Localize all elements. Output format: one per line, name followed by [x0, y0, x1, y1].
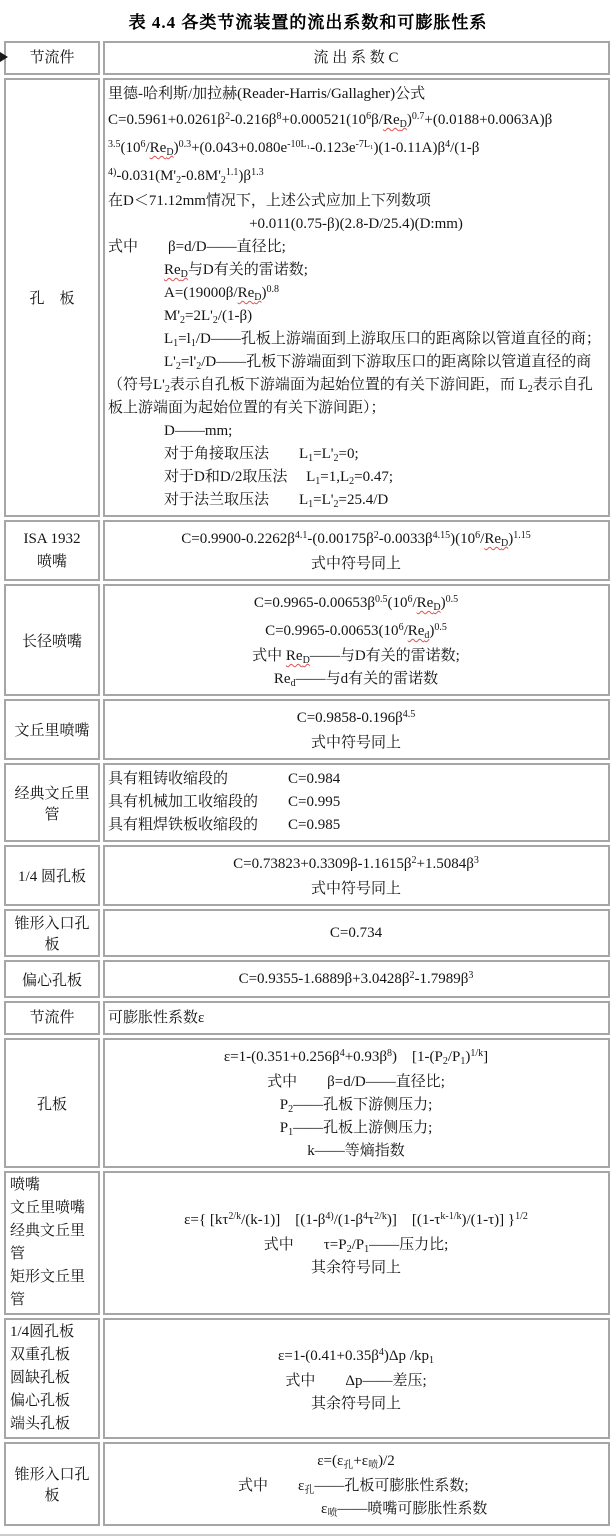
table-row-isa1932-nozzle: [4, 520, 610, 581]
formula-line: $C=0.9965-0.00653\beta^{0.5}(10^6/Re_D)^{0.5}$: [253, 594, 459, 613]
table-header-row-expansibility: [4, 1001, 610, 1035]
formula-line: 对于D和D/2取压法 $L_1=1,L_2=0.47$;: [164, 469, 394, 487]
formula-line: $P_1——$孔板上游侧压力;: [279, 1120, 433, 1138]
table-row-orifice-expansibility: [4, 1038, 610, 1168]
row-label-line: 双重孔板: [10, 1347, 71, 1363]
formula-line: $C=0.9858-0.196\beta^{4.5}$: [296, 709, 416, 726]
coefficient-value: C=0.985: [288, 817, 341, 833]
row-label-line: 圆缺孔板: [10, 1370, 71, 1386]
formula-line: $^{4)}-0.031(M'_2-0.8M'_2^{1.1})\beta^{1.3}$: [108, 167, 264, 186]
row-content-nozzles-eps: [103, 1171, 610, 1315]
header-cell-expansibility: 可膨胀性系数ε: [103, 1001, 610, 1035]
formula-line: $P_2——$孔板下游侧压力;: [279, 1097, 433, 1115]
table-row-long-radius-nozzle: [4, 584, 610, 696]
header-cell-device2: 节流件: [4, 1001, 100, 1035]
row-label-line: ISA 1932: [23, 530, 81, 547]
row-label-eccentric: 偏心孔板: [4, 960, 100, 998]
table-header-row: [4, 41, 610, 75]
table-row-venturi-nozzle: [4, 699, 610, 760]
row-label-orifice-eps: 孔板: [4, 1038, 100, 1168]
formula-line: 式中 β=d/D——直径比;: [108, 239, 286, 255]
formula-line: $M'_2=2L'_2/(1-\beta)$: [164, 308, 253, 326]
table-row-conical-entrance: [4, 909, 610, 957]
table-row-classic-venturi: [4, 763, 610, 842]
formula-line: 式中符号同上: [310, 881, 401, 897]
formula-line: +0.011(0.75-β)(2.8-D/25.4)(D:mm): [249, 216, 463, 232]
left-edge-arrow-icon: [0, 52, 8, 62]
table-row-nozzles-expansibility: [4, 1171, 610, 1315]
row-content-isa1932: [103, 520, 610, 581]
formula-line: 其余符号同上: [310, 1260, 401, 1276]
value-line: [108, 768, 604, 791]
condition-text: 具有粗焊铁板收缩段的: [108, 817, 259, 833]
page-title: 表 4.4 各类节流装置的流出系数和可膨胀性系: [128, 13, 488, 32]
row-label-line: 喷嘴: [36, 553, 67, 570]
formula-line: 式中 $\tau=P_2/P_1——$压力比;: [263, 1237, 449, 1255]
formula-line: D——mm;: [164, 423, 233, 439]
row-label-quarter-circle: 1/4 圆孔板: [4, 845, 100, 906]
coefficient-value: C=0.995: [288, 794, 341, 810]
row-content-long-radius: [103, 584, 610, 696]
coefficient-value: C=0.984: [288, 771, 341, 787]
row-label-nozzles-eps: [4, 1171, 100, 1315]
row-label-venturi-nozzle: 文丘里喷嘴: [4, 699, 100, 760]
row-content-venturi-nozzle: [103, 699, 610, 760]
formula-line: $L_1=l_1/D——$孔板上游端面到上游取压口的距离除以管道直径的商；: [164, 331, 601, 349]
condition-text: 具有机械加工收缩段的: [108, 794, 259, 810]
formula-line: 式中符号同上: [310, 735, 401, 751]
formula-line: C=0.734: [329, 924, 383, 941]
row-label-line: 端头孔板: [10, 1416, 71, 1432]
header-cell-discharge-coefficient: 流 出 系 数 C: [103, 41, 610, 75]
row-label-isa1932: [4, 520, 100, 581]
formula-line: $Re_D$与D有关的雷诺数;: [164, 262, 308, 280]
formula-line: 其余符号同上: [310, 1395, 401, 1412]
formula-line: $C=0.9355-1.6889\beta+3.0428\beta^2-1.7989\beta^3$: [238, 970, 474, 987]
table-row-plates-expansibility: [4, 1318, 610, 1439]
header-cell-device: 节流件: [4, 41, 100, 75]
row-content-classic-venturi: [103, 763, 610, 842]
table-row-quarter-circle: [4, 845, 610, 906]
row-label-line: 偏心孔板: [10, 1393, 71, 1409]
row-content-conical-entrance: [103, 909, 610, 957]
formula-line: 式中 Δp——差压;: [285, 1372, 427, 1389]
formula-line: $C=0.9965-0.00653(10^6/Re_d)^{0.5}$: [265, 622, 447, 641]
formula-line: $\varepsilon=1-(0.41+0.35\beta^4)\Delta p$ $/kp_1$: [278, 1346, 434, 1366]
row-label-conical-entrance: 锥形入口孔板: [4, 909, 100, 957]
row-content-plates-eps: [103, 1318, 610, 1439]
formula-line: $Re_d——$与d有关的雷诺数: [273, 671, 439, 689]
row-content-orifice-eps: [103, 1038, 610, 1168]
row-content-orifice: [103, 78, 610, 517]
formula-line: $C=0.5961+0.0261\beta^2-0.216\beta^8+0.000521(10^6\beta/Re_D)^{0.7}+(0.0188+0.0063A)\beta$: [108, 111, 553, 130]
formula-line: 式中 $\varepsilon_孔——$孔板可膨胀性系数;: [238, 1478, 469, 1496]
condition-text: 具有粗铸收缩段的: [108, 771, 229, 787]
row-content-eccentric: [103, 960, 610, 998]
formula-line: ε={ $[k\tau^{2/k}/(k-1)]$ [$(1-\beta^{4)}/(1-\beta^4\tau^{2/k})]$ $[(1-\tau^{k-1/k})/(1-\tau)]$ }$^{1/2}$: [184, 1211, 528, 1228]
formula-line: $L'_2=l'_2/D——$孔板下游端面到下游取压口的距离除以管道直径的商（符号$L'_2$表示自孔板下游端面为起始位置的有关下游间距，而 $L_2$表示自孔板上游端面为起始位置的有关下游间距）；: [108, 354, 593, 416]
value-line: [108, 814, 604, 837]
value-line: [108, 791, 604, 814]
formula-line: 里德-哈利斯/加拉赫(Reader-Harris/Gallagher)公式: [108, 86, 426, 102]
formula-line: 式中 $Re_D——$与D有关的雷诺数;: [252, 648, 460, 666]
formula-line: 对于法兰取压法 $L_1=L'_2=25.4/D$: [164, 492, 389, 510]
formula-line: $C=0.9900-0.2262\beta^{4.1}-(0.00175\beta^2-0.0033\beta^{4.15})(10^6/Re_D)^{1.15}$: [181, 530, 531, 549]
formula-line: 对于角接取压法 $L_1=L'_2=0$;: [164, 446, 359, 464]
table-row-eccentric: [4, 960, 610, 998]
formula-line: k——等熵指数: [307, 1143, 405, 1159]
row-label-line: 文丘里喷嘴: [10, 1200, 86, 1216]
row-label-line: 矩形文丘里管: [10, 1269, 86, 1308]
row-label-line: 1/4圆孔板: [10, 1324, 75, 1340]
row-content-quarter-circle: [103, 845, 610, 906]
row-label-line: 喷嘴: [10, 1177, 41, 1193]
row-label-plates-eps: [4, 1318, 100, 1439]
formula-line: 在D＜71.12mm情况下，上述公式应加上下列数项: [108, 193, 431, 209]
row-content-conical-eps: [103, 1442, 610, 1526]
coefficients-table: [1, 38, 613, 1529]
formula-line: $C=0.73823+0.3309\beta-1.1615\beta^2+1.5084\beta^3$: [233, 855, 479, 872]
row-label-orifice: 孔 板: [4, 78, 100, 517]
formula-line: $^{3.5}(10^6/Re_D)^{0.3}+(0.043+0.080e^{-10L_1}-0.123e^{-7L_1})(1-0.11A)\beta^4/(1-\beta$: [108, 139, 480, 158]
formula-line: $\varepsilon=1-(0.351+0.256\beta^4+0.93\beta^8)$ $[1-(P_2/P_1)^{1/k}]$: [223, 1048, 489, 1067]
row-label-conical-eps: 锥形入口孔板: [4, 1442, 100, 1526]
formula-line: $\varepsilon_喷——$喷嘴可膨胀性系数: [321, 1501, 488, 1519]
formula-line: $A=(19000\beta/Re_D)^{0.8}$: [164, 284, 279, 303]
row-label-classic-venturi: 经典文丘里管: [4, 763, 100, 842]
row-label-long-radius: 长径喷嘴: [4, 584, 100, 696]
row-label-line: 经典文丘里管: [10, 1223, 86, 1262]
formula-line: 式中 β=d/D——直径比;: [267, 1074, 445, 1090]
table-row-conical-expansibility: [4, 1442, 610, 1526]
formula-line: 式中符号同上: [310, 556, 401, 572]
table-row-orifice: [4, 78, 610, 517]
formula-line: $\varepsilon=(\varepsilon_孔+\varepsilon_喷)/2$: [317, 1453, 395, 1471]
